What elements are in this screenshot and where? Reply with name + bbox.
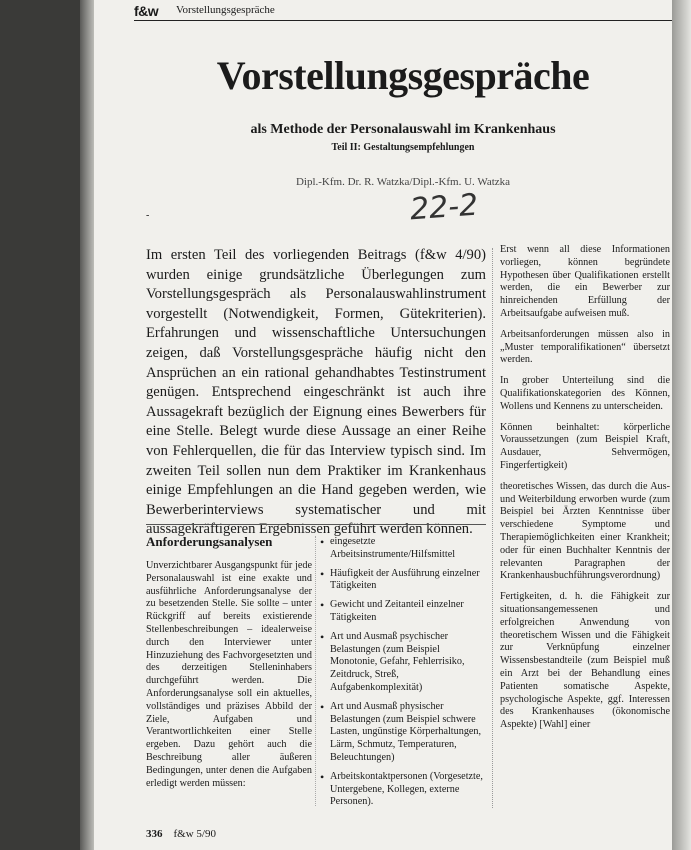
column-divider	[315, 536, 316, 806]
paragraph: theoretisches Wissen, das durch die Aus- und Weiterbildung erworben wurde (zum Beispiel bei Ärzten Kenntnisse über verschiedene Symptome und Therapiemöglichkeiten einer Krankheit; oder für einen Buchhalter Kenntnis der relevanten Paragraphen der Krankenhausbuchführungsverordnung)	[500, 480, 670, 582]
article-authors: Dipl.-Kfm. Dr. R. Watzka/Dipl.-Kfm. U. Watzka	[295, 176, 511, 188]
page-shadow	[672, 0, 691, 850]
paragraph: Arbeitsanforderungen müssen also in „Muster temporalifikationen“ übersetzt werden.	[500, 328, 670, 366]
list-item: • Arbeitskontaktpersonen (Vorgesetzte, Untergebene, Kollegen, externe Personen).	[320, 771, 484, 809]
handwritten-note: 22-2	[408, 187, 480, 228]
section-header: Vorstellungsgespräche	[176, 4, 275, 16]
column-1	[146, 560, 312, 790]
article-title: Vorstellungsgespräche	[216, 53, 590, 98]
journal-logo: f&w	[134, 3, 159, 19]
list-item: • Art und Ausmaß psychischer Belastungen (zum Beispiel Monotonie, Gefahr, Fehlerrisiko, Zeitdruck, Streß, Aufgabenkomplexität)	[320, 631, 484, 695]
list-item: • Häufigkeit der Ausführung einzelner Tätigkeiten	[320, 568, 484, 594]
column-divider	[492, 248, 493, 808]
book-spine	[0, 0, 92, 850]
section-heading: Anforderungsanalysen	[146, 534, 273, 549]
paragraph: Fertigkeiten, d. h. die Fähigkeit zur situationsangemessenen und erfolgreichen Anwendung von theoretischem Wissen und die Fähigkeit zur Verknüpfung einzelner Wissensbestandteile (zum Beispiel muß ein Arzt bei der Behandlung eines Patienten somatische Aspekte, psychologische Aspekte, ggf. Interessen des Krankenhauses (ökonomische Aspekte) [Wahl] einer	[500, 591, 670, 731]
paragraph: Können beinhaltet: körperliche Voraussetzungen (zum Beispiel Kraft, Ausdauer, Sehvermögen, Fingerfertigkeit)	[500, 421, 670, 471]
page-edge	[80, 0, 94, 850]
lead-paragraph: Im ersten Teil des vorliegenden Beitrags (f&w 4/90) wurden einige grundsätzliche Überlegungen zum Vorstellungsgespräch als Personalauswahlinstrument vorgestellt (Notwendigkeit, Formen, Gütekriterien). Erfahrungen und wissenschaftliche Untersuchungen zeigen, daß Vorstellungsgespräche häufig nicht den Ansprüchen an ein rational gehandhabtes Testinstrument genügen. Entsprechend eingeschränkt ist auch ihre Aussagekraft bezüglich der Eignung eines Bewerbers für eine Stelle. Belegt wurde diese Aussage an einer Reihe von Fehlerquellen, die für das Interview typisch sind. Im zweiten Teil sollen nun dem Praktiker im Krankenhaus einige Empfehlungen an die Hand gegeben werden, wie Bewerberinterviews systematischer und mit aussagekräftigeren Ergebnissen geführt werden können.	[146, 247, 486, 538]
column-3	[500, 244, 670, 740]
list-item: • Art und Ausmaß physischer Belastungen (zum Beispiel schwere Lasten, ungünstige Körperhaltungen, Lärm, Schmutz, Temperaturen, Beleuchtungen)	[320, 701, 484, 765]
page-number: 336	[146, 828, 163, 840]
page-footer	[146, 828, 216, 840]
article-subtitle: als Methode der Personalauswahl im Krankenhaus	[250, 122, 556, 137]
paragraph: In grober Unterteilung sind die Qualifikationskategorien des Können, Wollens und Kennens zu unterscheiden.	[500, 375, 670, 412]
lead-divider	[146, 524, 486, 525]
header-rule	[134, 20, 672, 21]
document-page	[94, 0, 672, 850]
margin-mark: -	[146, 210, 150, 221]
list-item: • Gewicht und Zeitanteil einzelner Tätigkeiten	[320, 599, 484, 625]
list-item: • eingesetzte Arbeitsinstrumente/Hilfsmittel	[320, 536, 484, 562]
paragraph: Erst wenn all diese Informationen vorliegen, können begründete Hypothesen über Qualifikationen erstellt werden, die ein Bewerber zur hinreichenden Erfüllung der Arbeitsaufgabe aufweisen muß.	[500, 244, 670, 319]
issue-label: f&w 5/90	[173, 828, 216, 840]
column-1-text: Unverzichtbarer Ausgangspunkt für jede Personalauswahl ist eine exakte und ausführliche Anforderungsanalyse der zu besetzenden Stelle. Sie sollte – unter Rückgriff auf bereits existierende Stellenbeschreibungen – idealerweise durch den Interviewer unter Hinzuziehung des Fachvorgesetzten und des derzeitigen Stelleninhabers durchgeführt werden. Die Anforderungsanalyse soll ein aktuelles, vollständiges und präzises Abbild der Ziele, Aufgaben und Verantwortlichkeiten einer Stelle ergeben. Dazu gehört auch die Beschreibung aller äußeren Bedingungen, unter denen die Aufgaben erledigt werden müssen:	[146, 560, 312, 789]
article-part: Teil II: Gestaltungsempfehlungen	[331, 142, 475, 153]
column-2	[320, 536, 484, 815]
